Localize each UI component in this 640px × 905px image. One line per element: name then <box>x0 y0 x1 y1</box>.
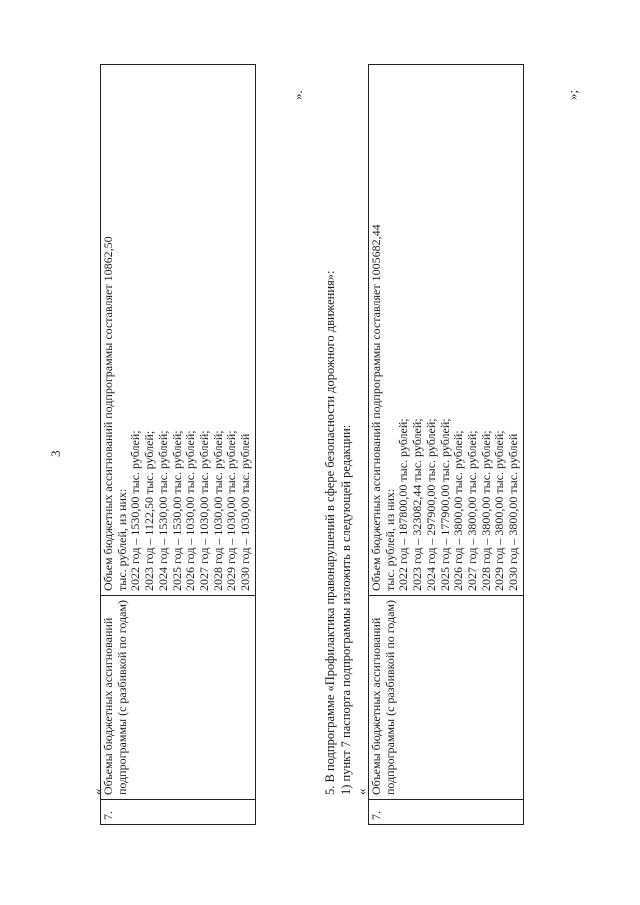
content-line: 2022 год – 187800,00 тыс. рублей; <box>396 418 411 591</box>
content-line: 2029 год – 3800,00 тыс. рублей; <box>492 430 507 591</box>
table-row <box>369 64 524 824</box>
page-number: 3 <box>48 450 63 457</box>
content-line: 2023 год – 323082,44 тыс. рублей; <box>410 418 425 591</box>
open-quote-2: « <box>354 788 369 795</box>
close-quote-2: »; <box>565 89 580 100</box>
open-quote-1: « <box>90 788 105 795</box>
label-line: подпрограммы (с разбивкой по годам) <box>382 599 397 795</box>
content-line: 2025 год – 1530,00 тыс. рублей; <box>169 430 184 591</box>
label-line: подпрограммы (с разбивкой по годам) <box>114 599 129 795</box>
content-line: 2030 год – 1030,00 тыс. рублей <box>238 433 253 591</box>
label-line: Объемы бюджетных ассигнований <box>101 617 115 795</box>
content-line: 2027 год – 3800,00 тыс. рублей; <box>464 430 479 591</box>
content-line: 2022 год – 1530,00 тыс. рублей; <box>128 430 143 591</box>
content-line: 2026 год – 1030,00 тыс. рублей; <box>183 430 198 591</box>
content-line: 2028 год – 1030,00 тыс. рублей; <box>210 430 225 591</box>
content-line: Объем бюджетных ассигнований подпрограммы составляет 1005682,44 <box>369 224 383 591</box>
content-line: 2029 год – 1030,00 тыс. рублей; <box>224 430 239 591</box>
row-label <box>369 595 524 799</box>
content-line: 2028 год – 3800,00 тыс. рублей; <box>478 430 493 591</box>
row-number: 7. <box>369 800 524 825</box>
row-label <box>101 595 256 799</box>
content-line: Объем бюджетных ассигнований подпрограммы составляет 10862,50 <box>101 236 115 591</box>
passport-table-1 <box>100 64 256 825</box>
close-quote-1: ». <box>290 90 305 100</box>
content-line: 2027 год – 1030,00 тыс. рублей; <box>196 430 211 591</box>
table-row <box>101 64 256 824</box>
content-line: 2030 год – 3800,00 тыс. рублей <box>506 433 521 591</box>
content-line: тыс. рублей, из них: <box>382 488 397 591</box>
paragraph-5-item-1: 1) пункт 7 паспорта подпрограммы изложить в следующей редакции: <box>339 424 353 795</box>
label-line: Объемы бюджетных ассигнований <box>369 617 383 795</box>
content-line: 2024 год – 1530,00 тыс. рублей; <box>155 430 170 591</box>
content-line: 2026 год – 3800,00 тыс. рублей; <box>451 430 466 591</box>
content-line: 2023 год – 1122,50 тыс. рублей; <box>142 430 157 591</box>
passport-table-2 <box>368 64 524 825</box>
content-line: тыс. рублей, из них: <box>114 488 129 591</box>
row-number: 7. <box>101 800 256 825</box>
content-line: 2025 год – 177900,00 тыс. рублей; <box>437 418 452 591</box>
row-content <box>101 64 256 595</box>
row-content <box>369 64 524 595</box>
paragraph-5: 5. В подпрограмме «Профилактика правонарушений в сфере безопасности дорожного движения»: <box>323 270 337 795</box>
content-line: 2024 год – 297900,00 тыс. рублей; <box>423 418 438 591</box>
